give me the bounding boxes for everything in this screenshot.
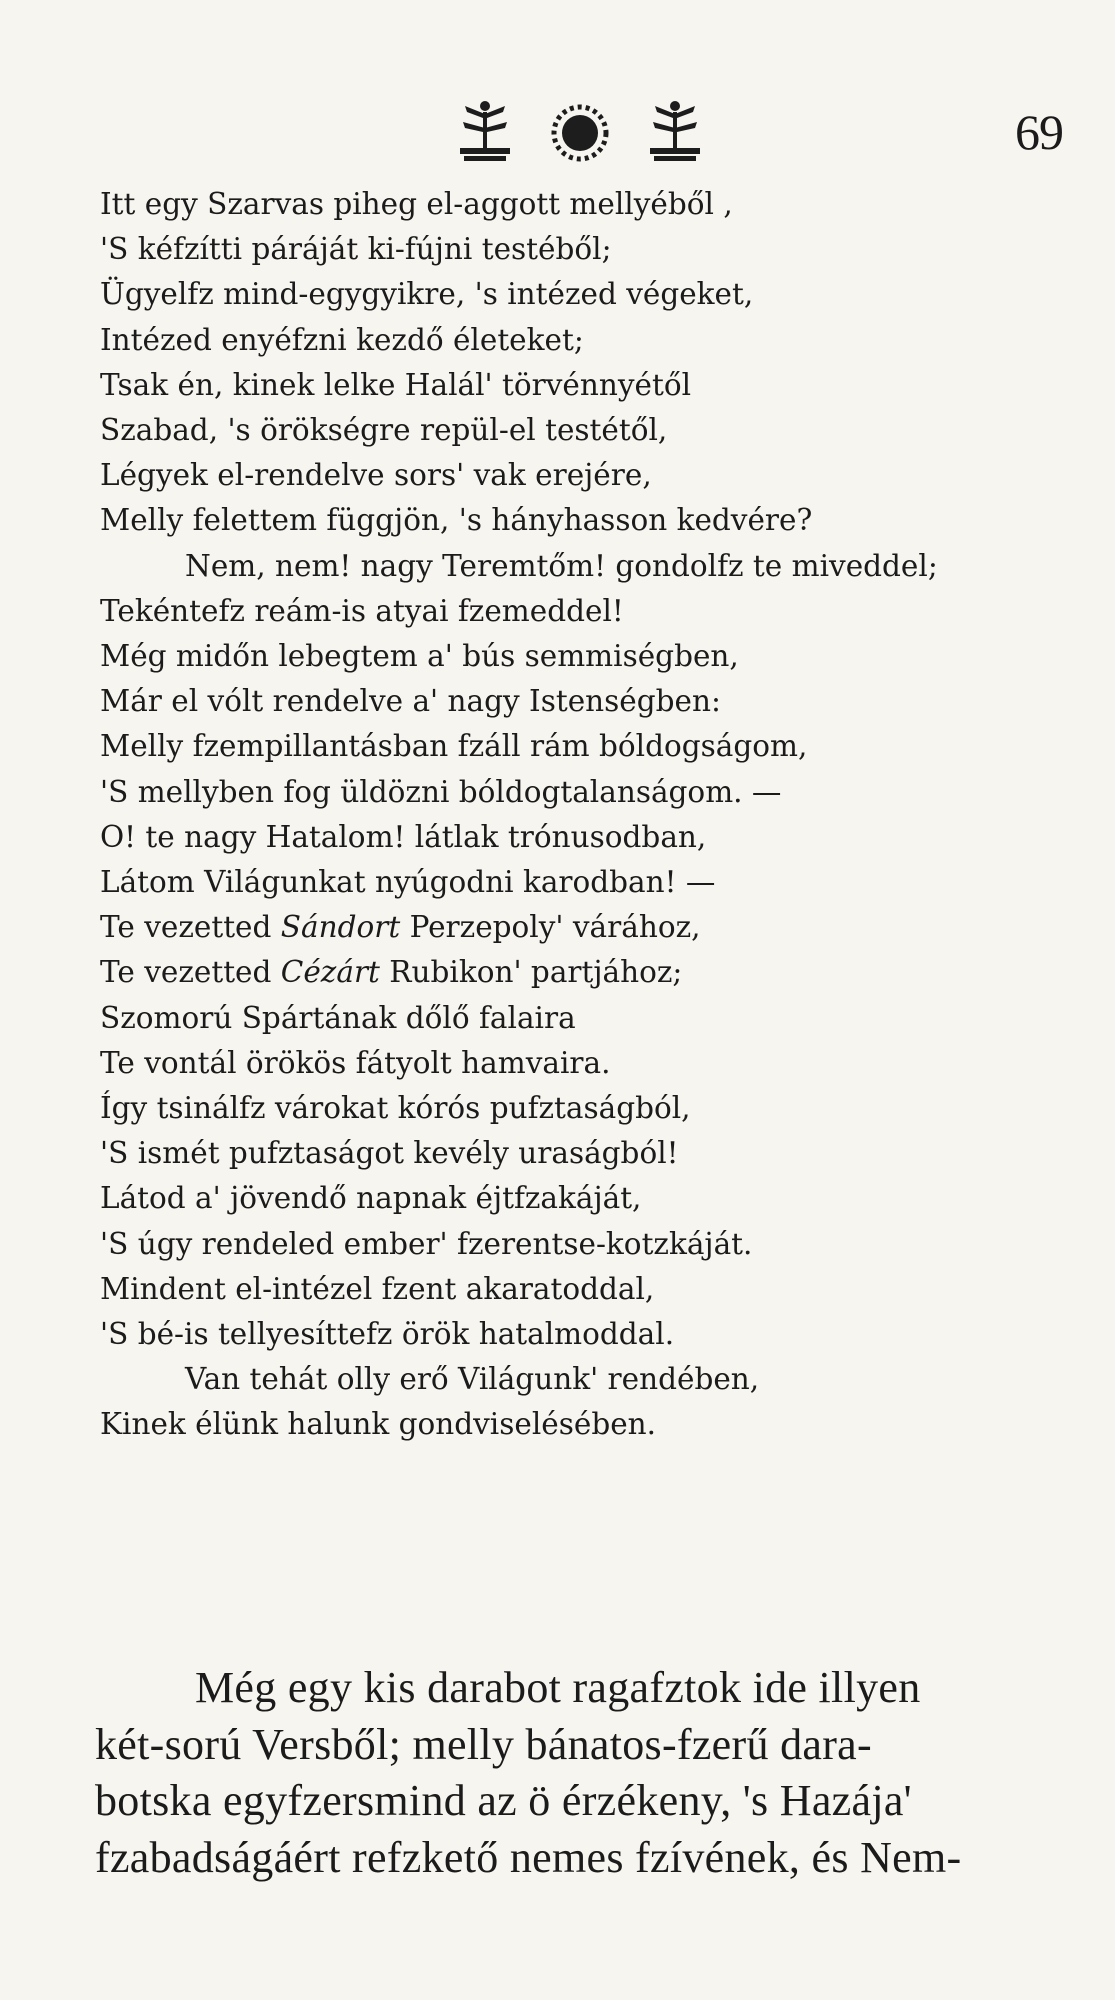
- poem-line: Te vontál örökös fátyolt hamvaira.: [100, 1045, 611, 1080]
- poem-line: Ügyelfz mind-egygyikre, 's intézed végeket,: [100, 277, 754, 312]
- prose-paragraph: [95, 1660, 1070, 1886]
- poem-line: Így tsinálfz várokat kórós pufztaságból,: [100, 1091, 691, 1126]
- poem-line: 'S úgy rendeled ember' fzerentse-kotzkáját.: [100, 1226, 753, 1261]
- poem-line: Nem, nem! nagy Teremtőm! gondolfz te miveddel;: [185, 548, 938, 583]
- poem-line-text: Te vezetted: [100, 955, 281, 990]
- poem-line: Látod a' jövendő napnak éjtfzakáját,: [100, 1181, 642, 1216]
- poem-line: Látom Világunkat nyúgodni karodban! —: [100, 865, 716, 900]
- poem-line: Még midőn lebegtem a' bús semmiségben,: [100, 639, 739, 674]
- flower-ornament-icon: [455, 98, 705, 168]
- poem-line-text: Te vezetted: [100, 910, 281, 945]
- poem-line: 'S mellyben fog üldözni bóldogtalanságom. —: [100, 774, 782, 809]
- poem-line: Itt egy Szarvas piheg el-aggott mellyéből ,: [100, 187, 733, 221]
- poem-line: Mindent el-intézel fzent akaratoddal,: [100, 1271, 655, 1306]
- poem-line: Légyek el-rendelve sors' vak erejére,: [100, 458, 652, 493]
- poem-line: [100, 905, 1100, 950]
- poem-line-text: Perzepoly' várához,: [400, 910, 701, 945]
- poem-line: Melly felettem függjön, 's hányhasson kedvére?: [100, 503, 813, 538]
- poem-line: Kinek élünk halunk gondviselésében.: [100, 1407, 657, 1442]
- poem-line: Tsak én, kinek lelke Halál' törvénnyétől: [100, 367, 692, 402]
- poem-line: Intézed enyéfzni kezdő életeket;: [100, 322, 584, 357]
- poem-line: 'S bé-is tellyesíttefz örök hatalmoddal.: [100, 1317, 675, 1352]
- poem: [100, 182, 1100, 1448]
- page-number: 69: [1015, 104, 1063, 160]
- poem-line-italic-name: Sándort: [280, 910, 401, 945]
- poem-line: 'S kéfzítti páráját ki-fújni testéből;: [100, 232, 612, 267]
- prose-line: fzabadságáért refzkető nemes fzívének, és Nem-: [95, 1832, 962, 1882]
- poem-line: Szabad, 's örökségre repül-el testétől,: [100, 413, 668, 448]
- poem-line-text: Rubikon' partjához;: [379, 955, 683, 990]
- poem-line: O! te nagy Hatalom! látlak trónusodban,: [100, 819, 707, 854]
- poem-line: Melly fzempillantásban fzáll rám bóldogságom,: [100, 729, 808, 764]
- prose-line: két-sorú Versből; melly bánatos-fzerű dara-: [95, 1719, 872, 1769]
- poem-line: 'S ismét pufztaságot kevély uraságból!: [100, 1136, 679, 1171]
- prose-line: Még egy kis darabot ragafztok ide illyen: [195, 1663, 921, 1712]
- poem-line: Már el vólt rendelve a' nagy Istenségben:: [100, 684, 721, 719]
- poem-line: Szomorú Spártának dőlő falaira: [100, 1000, 576, 1035]
- poem-line-italic-name: Cézárt: [280, 955, 380, 990]
- poem-line: [100, 950, 1100, 995]
- poem-line: Tekéntefz reám-is atyai fzemeddel!: [100, 593, 624, 628]
- prose-line: botska egyfzersmind az ö érzékeny, 's Hazája': [95, 1776, 912, 1825]
- poem-line: Van tehát olly erő Világunk' rendében,: [185, 1362, 760, 1397]
